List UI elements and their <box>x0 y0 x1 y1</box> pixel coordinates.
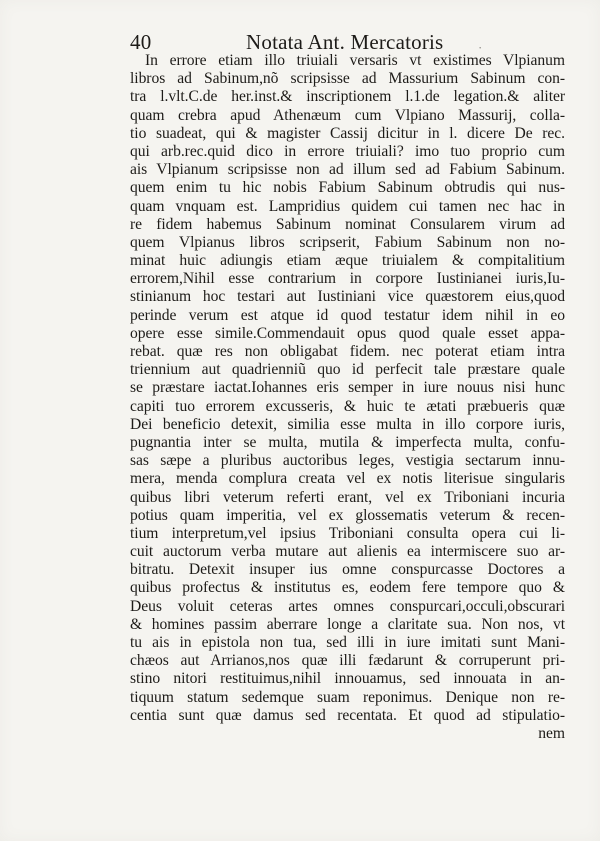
text-line: tu ais in epistola non tua, sed illi in iure imitati sunt Mani- <box>130 634 565 651</box>
text-line: tra l.vlt.C.de her.inst.& inscriptionem l.1.de legation.& aliter <box>130 88 565 106</box>
text-line: tio suadeat, qui & magister Cassij dicitur in l. dicere De rec. <box>130 124 565 142</box>
text-line: quam vnquam est. Lampridius quidem cui tamen nec hac in <box>130 197 565 215</box>
text-line: triennium aut quadrienniũ quo id perfecit tale præstare quale <box>130 361 565 379</box>
text-line: minat huic adiungis etiam æque triuialem & compitalitium <box>130 252 565 270</box>
page-number: 40 <box>130 30 152 54</box>
text-line: quem enim tu hic nobis Fabium Sabinum obtrudis qui nus- <box>130 179 565 197</box>
text-line: bitratu. Detexit insuper ius omne conspurcasse Doctores a <box>130 561 565 579</box>
body-text <box>130 52 565 743</box>
text-line: stinianum hoc testari aut Iustiniani vice quæstorem eius,quod <box>130 288 565 306</box>
text-line: libros ad Sabinum,nõ scripsisse ad Massurium Sabinum con- <box>130 70 565 88</box>
text-line: quem Vlpianus libros scripserit, Fabium Sabinum non no- <box>130 233 565 251</box>
text-line: re fidem habemus Sabinum nominat Consularem virum ad <box>130 215 565 233</box>
text-line: pugnantia inter se multa, mutila & imperfecta multa, confu- <box>130 433 565 451</box>
text-line: tiquum statum sedemque suam reponimus. Denique non re- <box>130 688 565 706</box>
text-line: Deus voluit ceteras artes omnes conspurcari,occuli,obscurari <box>130 597 565 615</box>
text-line: Dei beneficio detexit, similia esse multa in illo corpore iuris, <box>130 415 565 433</box>
text-line: stino nitori restituimus,nihil innouamus, sed innouata in an- <box>130 670 565 688</box>
running-head <box>130 30 490 54</box>
running-title: Notata Ant. Mercatoris <box>246 30 444 54</box>
text-line: ais Vlpianum scripsisse non ad illum sed ad Fabium Sabinum. <box>130 161 565 179</box>
text-line: qui arb.rec.quid dico in errore triuiali? imo tuo proprio cum <box>130 142 565 160</box>
text-line: In errore etiam illo triuiali versaris vt existimes Vlpianum <box>145 52 565 69</box>
text-line: potius quam imperitia, vel ex glossematis veterum & recen- <box>130 506 565 524</box>
text-line: & homines passim aberrare longe a claritate sua. Non nos, vt <box>130 615 565 633</box>
text-line: errorem,Nihil esse contrarium in corpore Iustinianei iuris,Iu- <box>130 270 565 288</box>
text-line: capiti tuo errorem excusseris, & huic te ætati præbueris quæ <box>130 397 565 415</box>
text-line: tium interpretum,vel ipsius Triboniani consulta opera cui li- <box>130 524 565 542</box>
text-line: se præstare iactat.Iohannes eris semper in iure nouus nisi hunc <box>130 379 565 397</box>
text-line: sas sæpe a pluribus auctoribus leges, vestigia sectarum innu- <box>130 452 565 470</box>
text-line: rebat. quæ res non obligabat fidem. nec poterat etiam intra <box>130 343 565 360</box>
text-line-catchword: nem <box>538 724 565 742</box>
text-line: quibus profectus & institutus es, eodem fere tempore quo & <box>130 579 565 597</box>
header-mark: · <box>478 40 483 55</box>
text-line: centia sunt quæ damus sed recentata. Et quod ad stipulatio- <box>130 706 565 724</box>
text-line: opere esse simile.Commendauit opus quod quale esset appa- <box>130 324 565 342</box>
text-line: perinde verum est atque id quod testatur idem nihil in eo <box>130 306 565 324</box>
text-line: quibus libri veterum referti erant, vel ex Triboniani incuria <box>130 488 565 506</box>
text-line: quam crebra apud Athenæum cum Vlpiano Massurij, colla- <box>130 106 565 124</box>
text-line: mera, menda complura creata vel ex notis literisue singularis <box>130 470 565 488</box>
text-line: cuit auctorum verba mutare aut alienis ea intermiscere suo ar- <box>130 543 565 561</box>
text-line: chæos aut Arrianos,nos quæ illi fædarunt & corruperunt pri- <box>130 652 565 670</box>
